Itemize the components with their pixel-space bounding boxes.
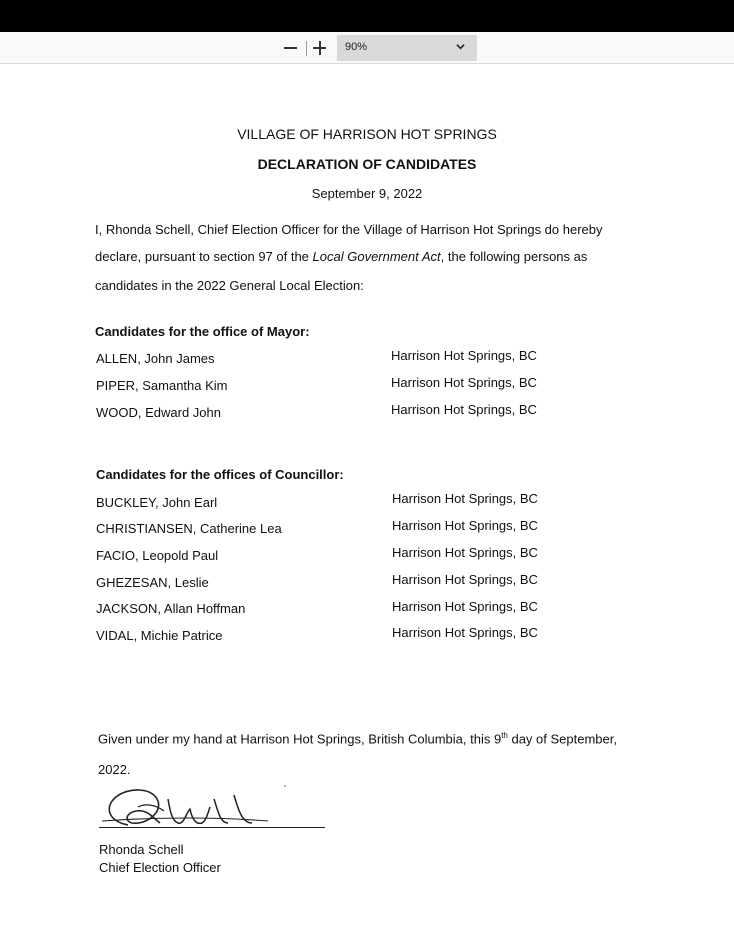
- councillor-candidate-name: VIDAL, Michie Patrice: [96, 628, 223, 643]
- toolbar-divider: [306, 41, 307, 56]
- councillor-candidate-location: Harrison Hot Springs, BC: [392, 545, 538, 560]
- given-statement-end: day of September,: [507, 731, 617, 747]
- mayor-candidate-name: WOOD, Edward John: [96, 405, 221, 420]
- document-page: [0, 65, 734, 950]
- intro-line-2-start: declare, pursuant to section 97 of the: [95, 249, 313, 264]
- councillor-candidate-name: BUCKLEY, John Earl: [96, 495, 218, 510]
- councillor-candidate-location: Harrison Hot Springs, BC: [392, 518, 538, 533]
- zoom-value: 90%: [345, 41, 368, 53]
- mayor-candidate-location: Harrison Hot Springs, BC: [391, 375, 537, 390]
- councillor-candidate-location: Harrison Hot Springs, BC: [392, 491, 538, 506]
- document-date: September 9, 2022: [311, 186, 423, 201]
- councillor-candidate-location: Harrison Hot Springs, BC: [392, 599, 538, 614]
- intro-line-2: [95, 249, 587, 264]
- intro-line-1: I, Rhonda Schell, Chief Election Officer for the Village of Harrison Hot Springs do hereby: [95, 222, 603, 237]
- signer-title: Chief Election Officer: [99, 860, 221, 875]
- act-name: Local Government Act: [312, 249, 441, 264]
- given-statement-start: Given under my hand at Harrison Hot Springs, British Columbia, this 9: [98, 731, 502, 747]
- mayor-heading: Candidates for the office of Mayor:: [95, 324, 310, 339]
- councillor-candidate-location: Harrison Hot Springs, BC: [392, 572, 538, 587]
- document-title: VILLAGE OF HARRISON HOT SPRINGS: [237, 126, 497, 142]
- intro-line-3: candidates in the 2022 General Local Election:: [95, 278, 364, 293]
- councillor-heading: Candidates for the offices of Councillor:: [96, 467, 344, 482]
- zoom-out-button[interactable]: [280, 37, 302, 59]
- councillor-candidate-name: JACKSON, Allan Hoffman: [96, 601, 246, 616]
- councillor-candidate-location: Harrison Hot Springs, BC: [392, 625, 538, 640]
- chevron-down-icon: [456, 42, 465, 51]
- signature-line: [99, 827, 325, 828]
- councillor-candidate-name: FACIO, Leopold Paul: [96, 548, 219, 563]
- zoom-in-button[interactable]: [309, 37, 331, 59]
- intro-line-2-end: , the following persons as: [440, 249, 588, 264]
- councillor-candidate-name: GHEZESAN, Leslie: [96, 575, 209, 590]
- given-statement: [98, 731, 617, 746]
- mayor-candidate-location: Harrison Hot Springs, BC: [391, 402, 537, 417]
- zoom-select[interactable]: [337, 35, 477, 61]
- signer-name: Rhonda Schell: [99, 842, 184, 857]
- document-heading: DECLARATION OF CANDIDATES: [257, 156, 477, 172]
- mayor-candidate-name: PIPER, Samantha Kim: [96, 378, 228, 393]
- mayor-candidate-name: ALLEN, John James: [96, 351, 215, 366]
- councillor-candidate-name: CHRISTIANSEN, Catherine Lea: [96, 521, 282, 536]
- mayor-candidate-location: Harrison Hot Springs, BC: [391, 348, 537, 363]
- ordinal-suffix: th: [501, 731, 508, 740]
- window-top-bar: [0, 0, 734, 32]
- given-year: 2022.: [98, 762, 131, 777]
